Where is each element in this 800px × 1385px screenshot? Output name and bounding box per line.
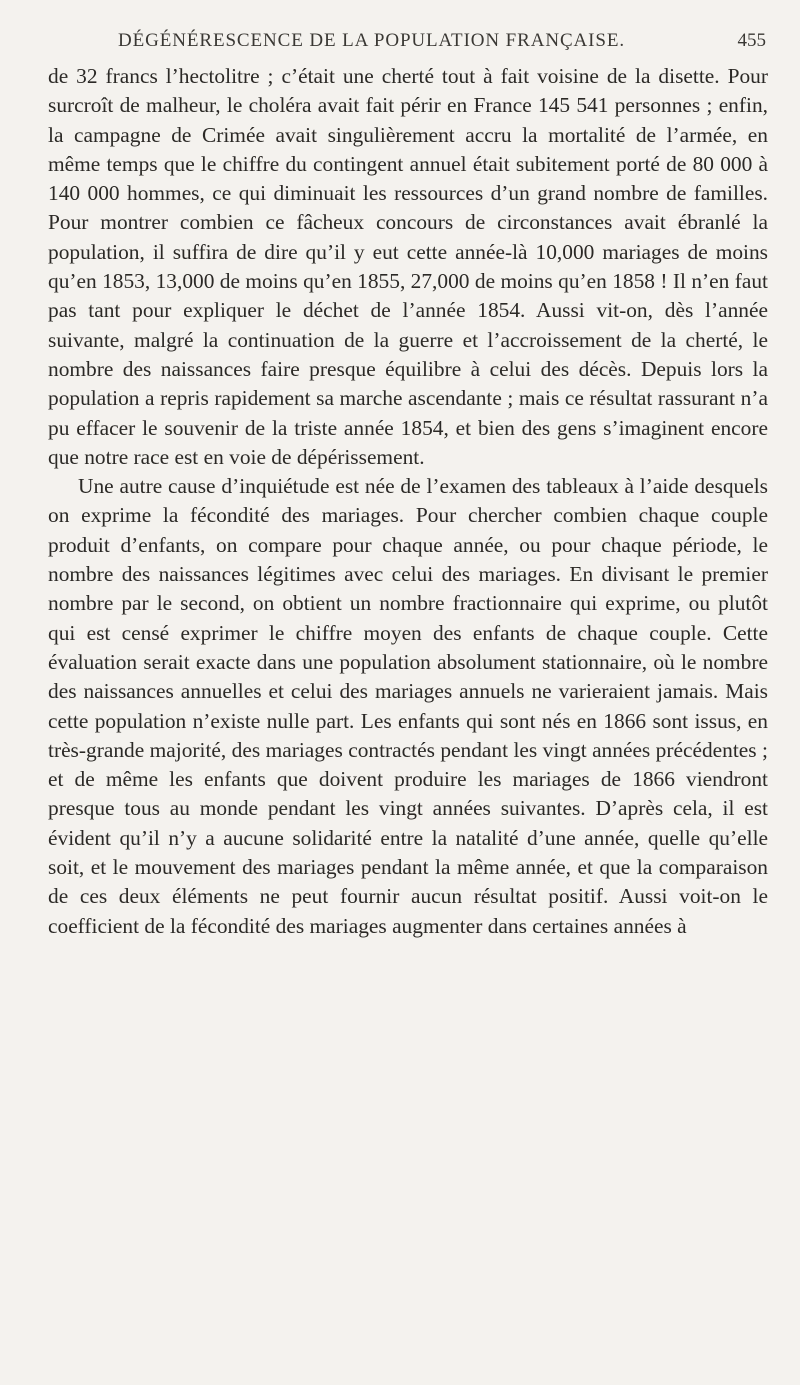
paragraph-fecondite: Une autre cause d’inquiétude est née de l’examen des tableaux à l’aide desquels on exprime la fécondité des mariages. Pour chercher combien chaque couple produit d’enfants, on compare pour chaque année, ou pour chaque période, le nombre des naissances légitimes avec celui des mariages. En divisant le premier nombre par le second, on obtient un nombre fractionnaire qui exprime, ou plutôt qui est censé exprimer le chiffre moyen des enfants de chaque couple. Cette évaluation serait exacte dans une population absolument stationnaire, où le nombre des naissances annuelles et celui des mariages annuels ne varieraient jamais. Mais cette population n’existe nulle part. Les enfants qui sont nés en 1866 sont issus, en très-grande majorité, des mariages contractés pendant les vingt années précédentes ; et de même les enfants que doivent produire les mariages de 1866 viendront presque tous au monde pendant les vingt années suivantes. D’après cela, il est évident qu’il n’y a aucune solidarité entre la natalité d’une année, quelle qu’elle soit, et le mouvement des mariages pendant la même année, et que la comparaison de ces deux éléments ne peut fournir aucun résultat positif. Aussi voit-on le coefficient de la fécondité des mariages augmenter dans certaines années à <box>48 474 768 938</box>
running-title: DÉGÉNÉRESCENCE DE LA POPULATION FRANÇAISE. <box>118 30 626 51</box>
running-head <box>48 30 770 56</box>
page-number: 455 <box>737 30 766 51</box>
paragraph-continued: de 32 francs l’hectolitre ; c’était une cherté tout à fait voisine de la disette. Pour surcroît de malheur, le choléra avait fait périr en France 145 541 personnes ; enfin, la campagne de Crimée avait singulièrement accru la mortalité de l’armée, en même temps que le chiffre du contingent annuel était subitement porté de 80 000 à 140 000 hommes, ce qui diminuait les ressources d’un grand nombre de familles. Pour montrer combien ce fâcheux concours de circonstances avait ébranlé la population, il suffira de dire qu’il y eut cette année-là 10,000 mariages de moins qu’en 1853, 13,000 de moins qu’en 1855, 27,000 de moins qu’en 1858 ! Il n’en faut pas tant pour expliquer le déchet de l’année 1854. Aussi vit-on, dès l’année suivante, malgré la continuation de la guerre et l’accroissement de la cherté, le nombre des naissances faire presque équilibre à celui des décès. Depuis lors la population a repris rapidement sa marche ascendante ; mais ce résultat rassurant n’a pu effacer le souvenir de la triste année 1854, et bien des gens s’imaginent encore que notre race est en voie de dépérissement. <box>48 64 768 469</box>
body-text <box>48 62 768 941</box>
